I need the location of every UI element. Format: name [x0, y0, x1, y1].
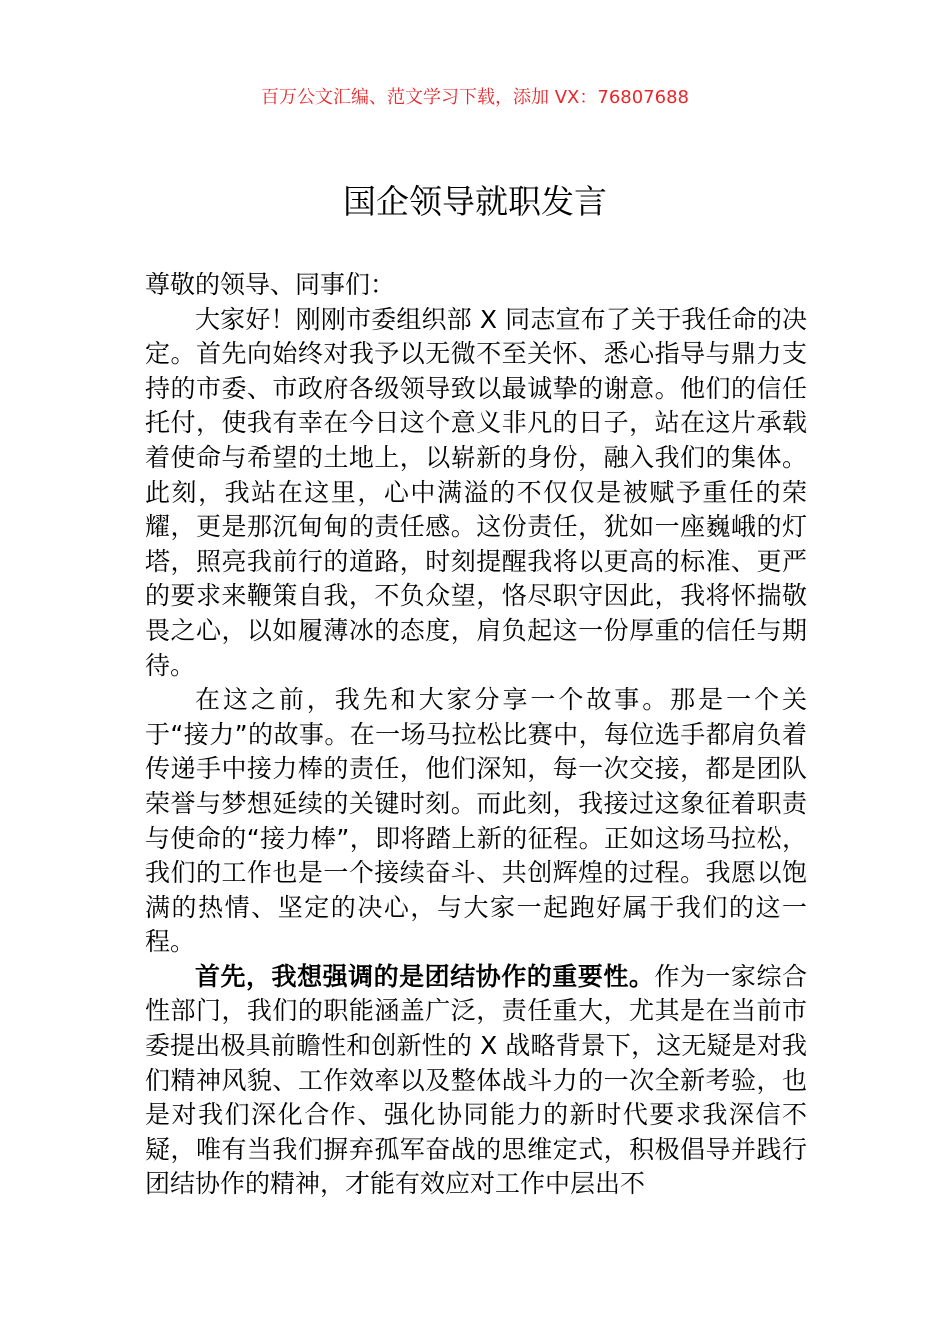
- header-note: 百万公文汇编、范文学习下载，添加 VX：76807688: [261, 87, 689, 108]
- paragraph-2: [145, 683, 807, 960]
- document-title: 国企领导就职发言: [343, 182, 607, 221]
- salutation: 尊敬的领导、同事们：: [145, 270, 396, 299]
- paragraph-text: 在这之前，我先和大家分享一个故事。那是一个关于“接力”的故事。在一场马拉松比赛中，每位选手都肩负着传递手中接力棒的责任，他们深知，每一次交接，都是团队荣誉与梦想延续的关键时刻。而此刻，我接过这象征着职责与使命的“接力棒”，即将踏上新的征程。正如这场马拉松，我们的工作也是一个接续奋斗、共创辉煌的过程。我愿以饱满的热情、坚定的决心，与大家一起跑好属于我们的这一程。: [145, 685, 807, 957]
- document-body: [145, 268, 807, 1202]
- paragraph-lead: 首先，我想强调的是团结协作的重要性。: [195, 961, 655, 991]
- paragraph-text: 大家好！刚刚市委组织部 X 同志宣布了关于我任命的决定。首先向始终对我予以无微不至关怀、悉心指导与鼎力支持的市委、市政府各级领导致以最诚挚的谢意。他们的信任托付，使我有幸在今日这个意义非凡的日子，站在这片承载着使命与希望的土地上，以崭新的身份，融入我们的集体。此刻，我站在这里，心中满溢的不仅仅是被赋予重任的荣耀，更是那沉甸甸的责任感。这份责任，犹如一座巍峨的灯塔，照亮我前行的道路，时刻提醒我将以更高的标准、更严的要求来鞭策自我，不负众望，恪尽职守因此，我将怀揣敬畏之心，以如履薄冰的态度，肩负起这一份厚重的信任与期待。: [145, 304, 807, 680]
- paragraph-3: [145, 960, 807, 1202]
- paragraph-text: 作为一家综合性部门，我们的职能涵盖广泛，责任重大，尤其是在当前市委提出极具前瞻性和创新性的 X 战略背景下，这无疑是对我们精神风貌、工作效率以及整体战斗力的一次全新考验，也是对我们深化合作、强化协同能力的新时代要求我深信不疑，唯有当我们摒弃孤军奋战的思维定式，积极倡导并践行团结协作的精神，才能有效应对工作中层出不: [145, 961, 807, 1199]
- paragraph-1: [145, 303, 807, 684]
